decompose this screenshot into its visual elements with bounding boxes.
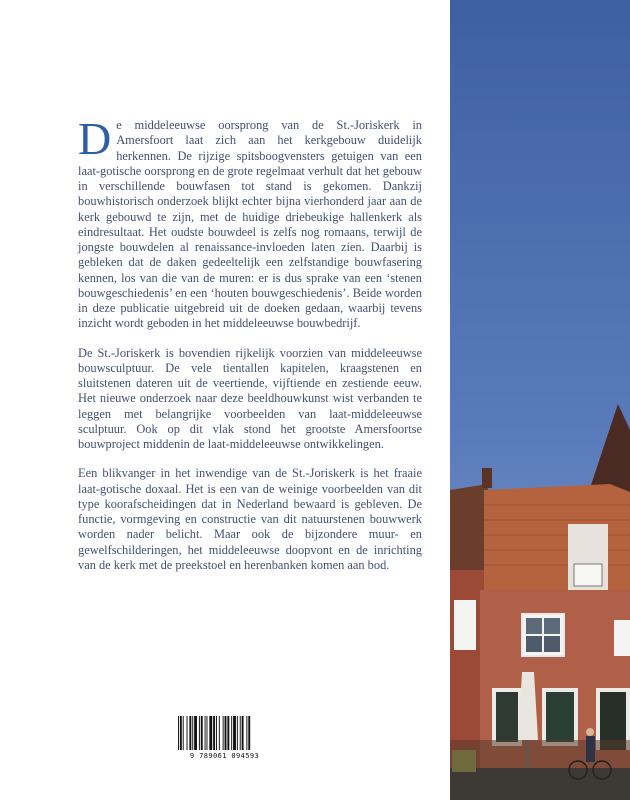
barcode-bar: [248, 716, 250, 750]
dormer-window: [574, 564, 602, 586]
paragraph-1-text: e middeleeuwse oorsprong van de St.-Joriskerk in Amersfoort laat zich aan het kerkgebouw duidelijk herkennen. De rijzige spitsboogvensters getuigen van een laat-gotische oorsprong en de grote regelmaat verhult dat het gebouw in verschillende bouwfasen tot stand is gekomen. Dankzij bouwhistorisch onderzoek blijkt echter bijna vierhonderd jaar aan de kerk gebouwd te zijn, met de huidige driebeukige hallenkerk als eindresultaat. Het oudste bouwdeel is zelfs nog romaans, terwijl de jongste bouwdelen al renaissance-invloeden laten zien. Daarbij is gebleken dat de daken gedeeltelijk een zelfstandige bouwfasering kennen, los van die van de muren: er is dus sprake van een ‘stenen bouwgeschiedenis’ en een ‘houten bouwgeschiedenis’. Beide worden in deze publicatie uitgebreid uit de doeken gedaan, waarbij tevens inzicht wordt geboden in het middeleeuwse bouwbedrijf.: [78, 118, 422, 331]
isbn-barcode: [174, 714, 275, 764]
isbn-number: 9 789061 094593: [189, 752, 260, 760]
paragraph-1: [78, 113, 422, 332]
street-scene-illustration: [450, 0, 630, 800]
barcode-bar: [237, 716, 238, 750]
barcode-bar: [223, 716, 224, 750]
planter: [452, 750, 476, 772]
barcode-bar: [225, 716, 227, 750]
barcode-bar: [180, 716, 182, 750]
barcode-bar: [183, 716, 184, 750]
barcode-bar: [227, 716, 229, 750]
barcode-bar: [178, 716, 179, 750]
barcode-bar: [192, 716, 193, 750]
barcode-bar: [213, 716, 215, 750]
barcode-bar: [205, 716, 206, 750]
blurb-text: [78, 113, 422, 587]
barcode-bar: [187, 716, 188, 750]
barcode-bars: [174, 714, 275, 752]
barcode-bar: [207, 716, 208, 750]
window-upper-2: [614, 620, 630, 656]
paragraph-3: Een blikvanger in het inwendige van de St.-Joriskerk is het fraaie laat-gotische doxaal. Het is een van de weinige voorbeelden van dit type koorafscheidingen dat in Nederland bewaard is gebleven. De functie, vormgeving en constructie van dit natuurstenen bouwwerk worden nader belicht. Maar ook de bijzondere muur- en gewelfschilderingen, het middeleeuwse doopvont en de inrichting van de kerk met de preekstoel en herenbanken komen aan bod.: [78, 466, 422, 572]
barcode-bar: [233, 716, 236, 750]
barcode-bar: [219, 716, 220, 750]
window-left: [454, 600, 476, 650]
barcode-bar: [242, 716, 244, 750]
drop-cap: D: [78, 113, 112, 164]
barcode-bar: [199, 716, 200, 750]
barcode-bar: [189, 716, 191, 750]
street: [450, 768, 630, 800]
tiled-roof: [484, 484, 630, 590]
barcode-bar: [246, 716, 247, 750]
cyclist: [586, 736, 595, 762]
barcode-bar: [201, 716, 203, 750]
paragraph-2: De St.-Joriskerk is bovendien rijkelijk voorzien van middeleeuwse bouwsculptuur. De vele tientallen kapitelen, kraagstenen en sluitstenen dateren uit de veertiende, vijftiende en zestiende eeuw. Het nieuwe onderzoek naar deze beeldhouwkunst wist verbanden te leggen met belangrijke voorbeelden van laat-middeleeuwse sculptuur. Ook op dit vlak stond het grootste Amersfoortse bouwproject middenin de laat-middeleeuwse ontwikkelingen.: [78, 345, 422, 451]
barcode-bar: [209, 716, 212, 750]
chimney: [482, 468, 492, 488]
barcode-bar: [240, 716, 241, 750]
barcode-bar: [216, 716, 217, 750]
cover-photo-street-scene: [450, 0, 630, 800]
barcode-bar: [194, 716, 197, 750]
barcode-bar: [231, 716, 232, 750]
